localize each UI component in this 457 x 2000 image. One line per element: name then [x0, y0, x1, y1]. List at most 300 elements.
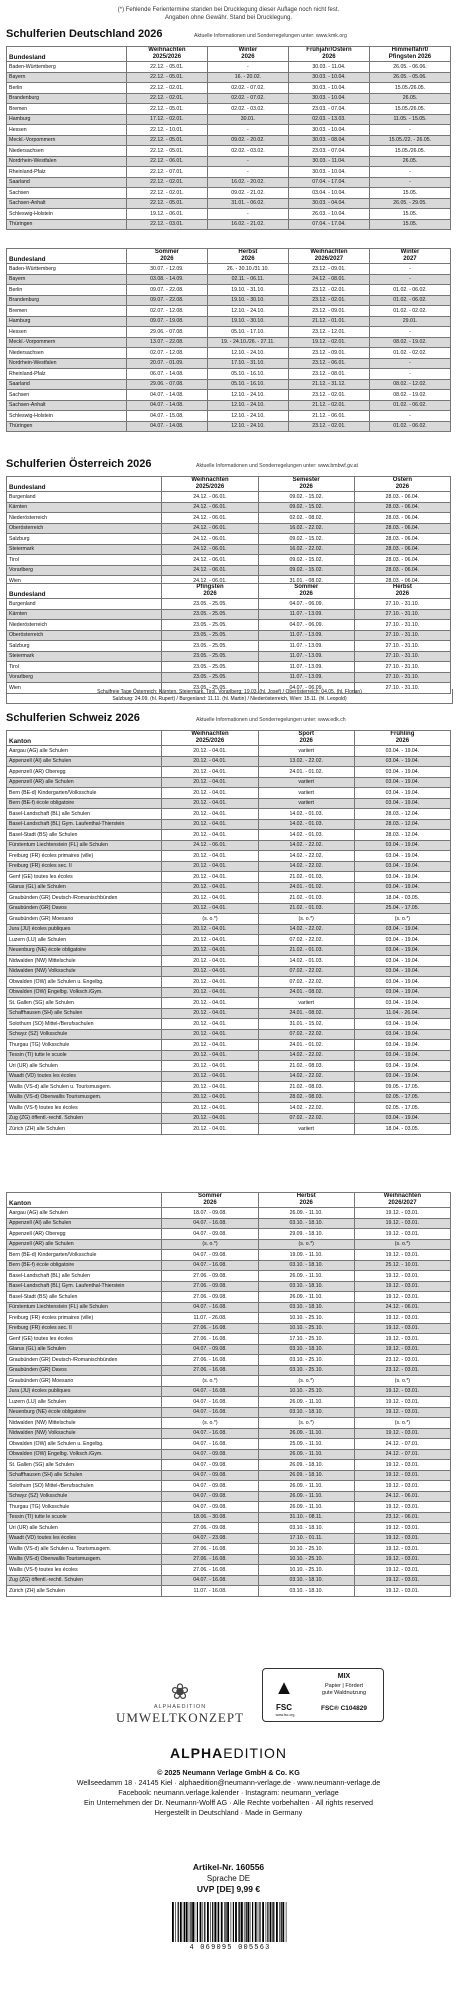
table-row: [7, 809, 451, 820]
date-cell: 22.12. - 05.01.: [126, 62, 207, 73]
row-region: Basel-Stadt (BS) alle Schulen: [7, 1292, 162, 1303]
date-cell: 21.02. - 01.03.: [258, 893, 354, 904]
table-row: [7, 1470, 451, 1481]
date-cell: 11.04. - 26.04.: [354, 1008, 450, 1019]
table-row: [7, 756, 451, 767]
date-cell: 07.02. - 22.02.: [258, 977, 354, 988]
date-cell: 21.02. - 01.03.: [258, 945, 354, 956]
date-cell: 19.12. - 03.01.: [354, 1470, 450, 1481]
date-cell: 22.12. - 05.01.: [126, 146, 207, 157]
table-row: [7, 62, 451, 73]
table-row: [7, 966, 451, 977]
barcode-bar: [203, 1902, 204, 1942]
table-row: [7, 1323, 451, 1334]
date-cell: 03.10. - 25.10.: [258, 1355, 354, 1366]
barcode-bar: [279, 1902, 280, 1942]
column-header: Sommer 2026: [126, 249, 207, 264]
table-row: [7, 1208, 451, 1219]
date-cell: 23.12. - 03.01.: [354, 1355, 450, 1366]
table-row: [7, 630, 451, 641]
date-cell: 21.12. - 01.01.: [288, 316, 369, 327]
date-cell: 02.02. - 07.02.: [207, 93, 288, 104]
date-cell: 03.04. - 19.04.: [354, 788, 450, 799]
row-region: Neuenburg (NE) école obligatoire: [7, 1407, 162, 1418]
row-region: Baden-Württemberg: [7, 62, 127, 73]
date-cell: 18.04. - 03.05.: [354, 893, 450, 904]
column-header-region: Kanton: [7, 1193, 162, 1208]
date-cell: 26.09. - 18.10.: [258, 1470, 354, 1481]
row-region: Bern (BE-d) Kindergarten/Volksschule: [7, 1250, 162, 1261]
date-cell: 20.12. - 04.01.: [162, 893, 258, 904]
date-cell: 22.12. - 05.01.: [126, 104, 207, 115]
date-cell: 09.07. - 22.08.: [126, 285, 207, 296]
date-cell: 30.07. - 12.09.: [126, 264, 207, 275]
date-cell: 21.12. - 31.12.: [288, 379, 369, 390]
table-germany-1: [6, 46, 451, 230]
date-cell: 07.02. - 22.02.: [258, 1113, 354, 1124]
date-cell: 27.10. - 31.10.: [354, 641, 450, 652]
row-region: Zürich (ZH) alle Schulen: [7, 1586, 162, 1597]
date-cell: 02.02. - 03.02.: [207, 104, 288, 115]
date-cell: 02.11. - 06.11.: [207, 274, 288, 285]
date-cell: 27.10. - 31.10.: [354, 651, 450, 662]
date-cell: 03.04. - 19.04.: [354, 1050, 450, 1061]
date-cell: 03.04. - 19.04.: [354, 977, 450, 988]
date-cell: 09.02. - 15.02.: [258, 555, 354, 566]
date-cell: 29.06. - 07.08.: [126, 379, 207, 390]
date-cell: 03.10. - 18.10.: [258, 1281, 354, 1292]
date-cell: variiert: [258, 998, 354, 1009]
row-region: Neuenburg (NE) école obligatoire: [7, 945, 162, 956]
date-cell: 23.12. - 02.01.: [288, 295, 369, 306]
date-cell: variiert: [258, 1124, 354, 1135]
row-region: Uri (UR) alle Schulen: [7, 1523, 162, 1534]
row-region: Nordrhein-Westfalen: [7, 358, 127, 369]
table-row: [7, 777, 451, 788]
date-cell: -: [369, 358, 450, 369]
date-cell: 19.12. - 03.01.: [354, 1344, 450, 1355]
date-cell: 10.10. - 25.10.: [258, 1323, 354, 1334]
date-cell: 04.07. - 16.08.: [162, 1302, 258, 1313]
table-row: [7, 1250, 451, 1261]
date-cell: 11.05. - 15.05.: [369, 114, 450, 125]
row-region: Fürstentum Liechtenstein (FL) alle Schulen: [7, 840, 162, 851]
date-cell: 20.12. - 04.01.: [162, 788, 258, 799]
table-row: [7, 1397, 451, 1408]
date-cell: 03.04. - 19.04.: [354, 945, 450, 956]
row-region: Aargau (AG) alle Schulen: [7, 746, 162, 757]
date-cell: 04.07. - 16.08.: [162, 1397, 258, 1408]
barcode-bar: [281, 1902, 282, 1942]
date-cell: 02.07. - 12.08.: [126, 306, 207, 317]
table-row: [7, 1575, 451, 1586]
table-row: [7, 285, 451, 296]
date-cell: 30.03. - 10.04.: [288, 125, 369, 136]
date-cell: 24.01. - 08.02.: [258, 987, 354, 998]
row-region: Schwyz (SZ) Volksschule: [7, 1491, 162, 1502]
date-cell: 14.02. - 22.02.: [258, 1071, 354, 1082]
date-cell: 26.09. - 11.10.: [258, 1502, 354, 1513]
row-region: Fürstentum Liechtenstein (FL) alle Schulen: [7, 1302, 162, 1313]
date-cell: 10.10. - 25.10.: [258, 1313, 354, 1324]
date-cell: 23.12. - 09.01.: [288, 306, 369, 317]
date-cell: 08.02. - 19.02.: [369, 390, 450, 401]
barcode-bar: [186, 1902, 188, 1942]
date-cell: 23.05. - 25.05.: [162, 651, 258, 662]
date-cell: 12.10. - 24.10.: [207, 306, 288, 317]
table-row: [7, 544, 451, 555]
table-row: [7, 534, 451, 545]
date-cell: 23.03. - 07.04.: [288, 146, 369, 157]
table-row: [7, 1050, 451, 1061]
date-cell: 03.10. - 25.10.: [258, 1365, 354, 1376]
date-cell: 20.12. - 04.01.: [162, 819, 258, 830]
date-cell: 20.12. - 04.01.: [162, 987, 258, 998]
date-cell: 27.10. - 31.10.: [354, 599, 450, 610]
date-cell: 23.12. - 02.01.: [288, 421, 369, 432]
date-cell: 28.03. - 06.04.: [354, 544, 450, 555]
table-row: [7, 746, 451, 757]
table-row: [7, 125, 451, 136]
date-cell: 27.06. - 16.08.: [162, 1323, 258, 1334]
date-cell: 10.10. - 25.10.: [258, 1386, 354, 1397]
date-cell: 07.04. - 17.04.: [288, 177, 369, 188]
barcode-bar: [273, 1902, 274, 1942]
date-cell: 14.02. - 01.03.: [258, 819, 354, 830]
row-region: Graubünden (GR) Deutsch-/Romanischbünden: [7, 1355, 162, 1366]
date-cell: 04.07. - 09.08.: [162, 1229, 258, 1240]
date-cell: 26.05. - 29.05.: [369, 198, 450, 209]
date-cell: 28.03. - 06.04.: [354, 555, 450, 566]
date-cell: 03.04. - 19.04.: [354, 777, 450, 788]
date-cell: 28.03. - 06.04.: [354, 513, 450, 524]
barcode-bar: [276, 1902, 278, 1942]
date-cell: (s. o.*): [162, 1418, 258, 1429]
date-cell: 30.03. - 10.04.: [288, 83, 369, 94]
column-header: Weihnachten 2025/2026: [162, 477, 258, 492]
date-cell: 20.12. - 04.01.: [162, 809, 258, 820]
date-cell: 19.12. - 02.01.: [288, 337, 369, 348]
date-cell: 22.12. - 05.01.: [126, 72, 207, 83]
table-row: [7, 1103, 451, 1114]
row-region: Brandenburg: [7, 93, 127, 104]
date-cell: 01.02. - 06.02.: [369, 295, 450, 306]
row-region: Bern (BE-f) école obligatoire: [7, 1260, 162, 1271]
table-row: [7, 177, 451, 188]
barcode-bar: [217, 1902, 218, 1942]
date-cell: 04.07. - 09.08.: [162, 1344, 258, 1355]
date-cell: 01.02. - 06.02.: [369, 421, 450, 432]
date-cell: (s. o.*): [258, 1376, 354, 1387]
table-switzerland-2: [6, 1192, 451, 1597]
date-cell: 28.03. - 06.04.: [354, 565, 450, 576]
date-cell: 28.03. - 06.04.: [354, 576, 450, 587]
row-region: Appenzell (AR) Oberegg: [7, 767, 162, 778]
date-cell: 21.02. - 01.03.: [258, 872, 354, 883]
row-region: Schaffhausen (SH) alle Schulen: [7, 1470, 162, 1481]
date-cell: 03.04. - 19.04.: [354, 882, 450, 893]
date-cell: 24.01. - 01.02.: [258, 1040, 354, 1051]
barcode-bar: [192, 1902, 194, 1942]
row-region: Zug (ZG) öffentl.-rechtl. Schulen: [7, 1575, 162, 1586]
table-row: [7, 872, 451, 883]
barcode-bar: [267, 1902, 268, 1942]
date-cell: 20.12. - 04.01.: [162, 1124, 258, 1135]
table-row: [7, 156, 451, 167]
date-cell: variiert: [258, 788, 354, 799]
row-region: Burgenland: [7, 599, 162, 610]
table-row: [7, 1302, 451, 1313]
date-cell: 04.07. - 23.08.: [162, 1533, 258, 1544]
date-cell: 14.02. - 22.02.: [258, 861, 354, 872]
date-cell: (s. o.*): [354, 1376, 450, 1387]
date-cell: 30.03. - 10.04.: [288, 72, 369, 83]
date-cell: 14.02. - 22.02.: [258, 840, 354, 851]
row-region: Nidwalden (NW) Volksschule: [7, 1428, 162, 1439]
row-region: Appenzell (AI) alle Schulen: [7, 756, 162, 767]
table-row: [7, 337, 451, 348]
column-header: Sommer 2026: [162, 1193, 258, 1208]
date-cell: 25.04. - 17.05.: [354, 903, 450, 914]
date-cell: 19.12. - 03.01.: [354, 1218, 450, 1229]
date-cell: 24.12. - 06.01.: [162, 502, 258, 513]
date-cell: 19.12. - 03.01.: [354, 1428, 450, 1439]
table-row: [7, 840, 451, 851]
date-cell: 23.05. - 25.05.: [162, 599, 258, 610]
date-cell: 23.05. - 25.05.: [162, 630, 258, 641]
row-region: Nordrhein-Westfalen: [7, 156, 127, 167]
date-cell: variiert: [258, 777, 354, 788]
date-cell: 04.07. - 14.08.: [126, 421, 207, 432]
date-cell: 19.12. - 03.01.: [354, 1323, 450, 1334]
table-row: [7, 264, 451, 275]
table-row: [7, 93, 451, 104]
row-region: Obwalden (OW) Engelbg. Volksch./Gym.: [7, 1449, 162, 1460]
date-cell: 20.12. - 04.01.: [162, 903, 258, 914]
date-cell: 20.07. - 01.09.: [126, 358, 207, 369]
column-header-region: Bundesland: [7, 249, 127, 264]
row-region: Berlin: [7, 83, 127, 94]
table-row: [7, 1229, 451, 1240]
date-cell: 03.04. - 19.04.: [354, 798, 450, 809]
table-row: [7, 1124, 451, 1135]
date-cell: 11.07. - 16.08.: [162, 1586, 258, 1597]
date-cell: 26.03. - 10.04.: [288, 209, 369, 220]
row-region: Bayern: [7, 274, 127, 285]
row-region: Sachsen: [7, 188, 127, 199]
row-region: Schwyz (SZ) Volksschule: [7, 1029, 162, 1040]
row-region: Burgenland: [7, 492, 162, 503]
date-cell: 19.12. - 03.01.: [354, 1481, 450, 1492]
date-cell: 28.03. - 06.04.: [354, 534, 450, 545]
barcode-bar: [252, 1902, 253, 1942]
date-cell: (s. o.*): [162, 1239, 258, 1250]
date-cell: 31.10. - 08.11.: [258, 1512, 354, 1523]
date-cell: 24.12. - 07.01.: [354, 1439, 450, 1450]
date-cell: 20.12. - 04.01.: [162, 1029, 258, 1040]
date-cell: 20.12. - 04.01.: [162, 767, 258, 778]
barcode-bar: [286, 1902, 287, 1942]
table-row: [7, 369, 451, 380]
date-cell: 19.12. - 03.01.: [354, 1460, 450, 1471]
date-cell: 26.05.: [369, 156, 450, 167]
table-row: [7, 1082, 451, 1093]
date-cell: 27.06. - 16.08.: [162, 1365, 258, 1376]
date-cell: 10.10. - 25.10.: [258, 1554, 354, 1565]
date-cell: 23.12. - 02.01.: [288, 285, 369, 296]
date-cell: 06.07. - 14.08.: [126, 369, 207, 380]
date-cell: 24.12. - 06.01.: [162, 840, 258, 851]
row-region: Wallis (VS-f) toutes les écoles: [7, 1565, 162, 1576]
row-region: Brandenburg: [7, 295, 127, 306]
date-cell: 23.12. - 03.01.: [354, 1365, 450, 1376]
date-cell: 27.10. - 31.10.: [354, 683, 450, 694]
row-region: Basel-Landschaft (BL) Gym. Laufenthal-Thierstein: [7, 819, 162, 830]
date-cell: -: [369, 369, 450, 380]
date-cell: 03.04. - 19.04.: [354, 861, 450, 872]
date-cell: 19.09. - 11.10.: [258, 1250, 354, 1261]
date-cell: 24.12. - 06.01.: [162, 544, 258, 555]
table-row: [7, 1271, 451, 1282]
table-row: [7, 83, 451, 94]
row-region: Tessin (TI) tutte le scuole: [7, 1512, 162, 1523]
date-cell: 28.03. - 06.04.: [354, 523, 450, 534]
date-cell: 07.02. - 22.02.: [258, 1029, 354, 1040]
barcode-bar: [204, 1902, 205, 1942]
table-row: [7, 1008, 451, 1019]
row-region: Rheinland-Pfalz: [7, 369, 127, 380]
section-info-germany: Aktuelle Informationen und Sonderregelungen unter: www.kmk.org: [194, 33, 347, 39]
column-header: Sport 2026: [258, 731, 354, 746]
row-region: Basel-Stadt (BS) alle Schulen: [7, 830, 162, 841]
date-cell: 26.05.: [369, 93, 450, 104]
date-cell: 15.05./26.05.: [369, 83, 450, 94]
column-header: Herbst 2026: [258, 1193, 354, 1208]
date-cell: 23.12. - 06.01.: [354, 1512, 450, 1523]
table-row: [7, 1281, 451, 1292]
date-cell: 03.10. - 18.10.: [258, 1523, 354, 1534]
date-cell: 31.01. - 06.02.: [207, 198, 288, 209]
column-header: Pfingsten 2026: [162, 584, 258, 599]
date-cell: 27.06. - 16.08.: [162, 1554, 258, 1565]
row-region: Graubünden (GR) Moesano: [7, 1376, 162, 1387]
barcode-bar: [189, 1902, 190, 1942]
date-cell: 23.05. - 25.05.: [162, 672, 258, 683]
date-cell: 27.06. - 09.08.: [162, 1292, 258, 1303]
date-cell: 03.04. - 19.04.: [354, 746, 450, 757]
footnote-note: (*) Fehlende Ferientermine standen bei Drucklegung dieser Auflage noch nicht fest. Angaben ohne Gewähr. Stand bei Drucklegung.: [117, 7, 340, 21]
date-cell: 04.07. - 15.08.: [126, 411, 207, 422]
table-row: [7, 651, 451, 662]
row-region: Appenzell (AR) alle Schulen: [7, 1239, 162, 1250]
barcode-bar: [238, 1902, 239, 1942]
table-row: [7, 565, 451, 576]
barcode-bar: [266, 1902, 267, 1942]
date-cell: -: [207, 209, 288, 220]
row-region: Hessen: [7, 125, 127, 136]
row-region: Saarland: [7, 177, 127, 188]
table-austria-1: [6, 476, 451, 587]
table-row: [7, 609, 451, 620]
date-cell: 23.12. - 09.01.: [288, 264, 369, 275]
barcode-bar: [172, 1902, 174, 1942]
row-region: Bayern: [7, 72, 127, 83]
date-cell: 23.05. - 25.05.: [162, 609, 258, 620]
table-row: [7, 1029, 451, 1040]
fsc-tree-icon: ▲: [274, 1677, 294, 1699]
date-cell: 24.12. - 07.01.: [354, 1449, 450, 1460]
date-cell: 30.03. - 11.04.: [288, 62, 369, 73]
date-cell: 20.12. - 04.01.: [162, 956, 258, 967]
date-cell: 26.09. - 11.10.: [258, 1292, 354, 1303]
date-cell: 22.12. - 02.01.: [126, 93, 207, 104]
barcode-bar: [225, 1902, 226, 1942]
column-header: Weihnachten 2025/2026: [126, 47, 207, 62]
date-cell: 03.04. - 19.04.: [354, 1029, 450, 1040]
row-region: Solothurn (SO) Mittel-/Berufsschulen: [7, 1481, 162, 1492]
date-cell: 20.12. - 04.01.: [162, 1050, 258, 1061]
date-cell: 14.02. - 22.02.: [258, 1103, 354, 1114]
date-cell: 19.10. - 30.10.: [207, 316, 288, 327]
date-cell: 03.10. - 18.10.: [258, 1344, 354, 1355]
austria-footnote: Schulfreie Tage Österreich: Kärnten, Steiermark, Tirol, Vorarlberg: 19.03. (hl. Josef) / Oberösterreich: 04.05. (hl. Florian) Salzburg: 24.09. (hl. Rupert) / Burgenland: 11.11. (hl. Martin) / Niederösterreich, Wien: 15.11. (hl. Leopold): [6, 689, 453, 704]
date-cell: 09.05. - 17.05.: [354, 1082, 450, 1093]
row-region: Niederösterreich: [7, 513, 162, 524]
date-cell: 19.12. - 03.01.: [354, 1502, 450, 1513]
table-row: [7, 882, 451, 893]
table-row: [7, 1019, 451, 1030]
date-cell: 23.12. - 06.01.: [288, 358, 369, 369]
section-info-austria: Aktuelle Informationen und Sonderregelungen unter: www.bmbwf.gv.at: [196, 463, 358, 469]
row-region: Rheinland-Pfalz: [7, 167, 127, 178]
date-cell: 09.02. - 21.02.: [207, 188, 288, 199]
row-region: Wallis (VS-d) Oberwallis Tourismusgem.: [7, 1554, 162, 1565]
date-cell: 03.10. - 18.10.: [258, 1407, 354, 1418]
date-cell: 09.02. - 15.02.: [258, 502, 354, 513]
date-cell: 20.12. - 04.01.: [162, 966, 258, 977]
row-region: Freiburg (FR) écoles sec. II: [7, 861, 162, 872]
section-title-austria: Schulferien Österreich 2026: [6, 458, 152, 470]
date-cell: 14.02. - 01.03.: [258, 956, 354, 967]
table-row: [7, 977, 451, 988]
date-cell: 02.03. - 13.03.: [288, 114, 369, 125]
date-cell: 31.01. - 08.02.: [258, 576, 354, 587]
date-cell: 14.02. - 01.03.: [258, 809, 354, 820]
barcode-bar: [200, 1902, 202, 1942]
barcode-bar: [207, 1902, 209, 1942]
row-region: Vorarlberg: [7, 672, 162, 683]
date-cell: 17.10. - 25.10.: [258, 1334, 354, 1345]
date-cell: 19.10. - 31.10.: [207, 285, 288, 296]
date-cell: 29.01.: [369, 316, 450, 327]
date-cell: 09.02. - 15.02.: [258, 534, 354, 545]
date-cell: 23.03. - 07.04.: [288, 104, 369, 115]
date-cell: 26.05. - 06.06.: [369, 62, 450, 73]
date-cell: 19.12. - 03.01.: [354, 1544, 450, 1555]
date-cell: 18.07. - 09.08.: [162, 1208, 258, 1219]
date-cell: 03.04. - 19.04.: [354, 851, 450, 862]
barcode-bar: [282, 1902, 284, 1942]
date-cell: 20.12. - 04.01.: [162, 756, 258, 767]
table-row: [7, 1554, 451, 1565]
date-cell: 24.01. - 08.02.: [258, 1008, 354, 1019]
date-cell: 15.05./26.05.: [369, 104, 450, 115]
row-region: Basel-Landschaft (BL) alle Schulen: [7, 809, 162, 820]
row-region: Jura (JU) écoles publiques: [7, 1386, 162, 1397]
date-cell: 26.09. - 11.10.: [258, 1428, 354, 1439]
table-row: [7, 1533, 451, 1544]
table-row: [7, 274, 451, 285]
